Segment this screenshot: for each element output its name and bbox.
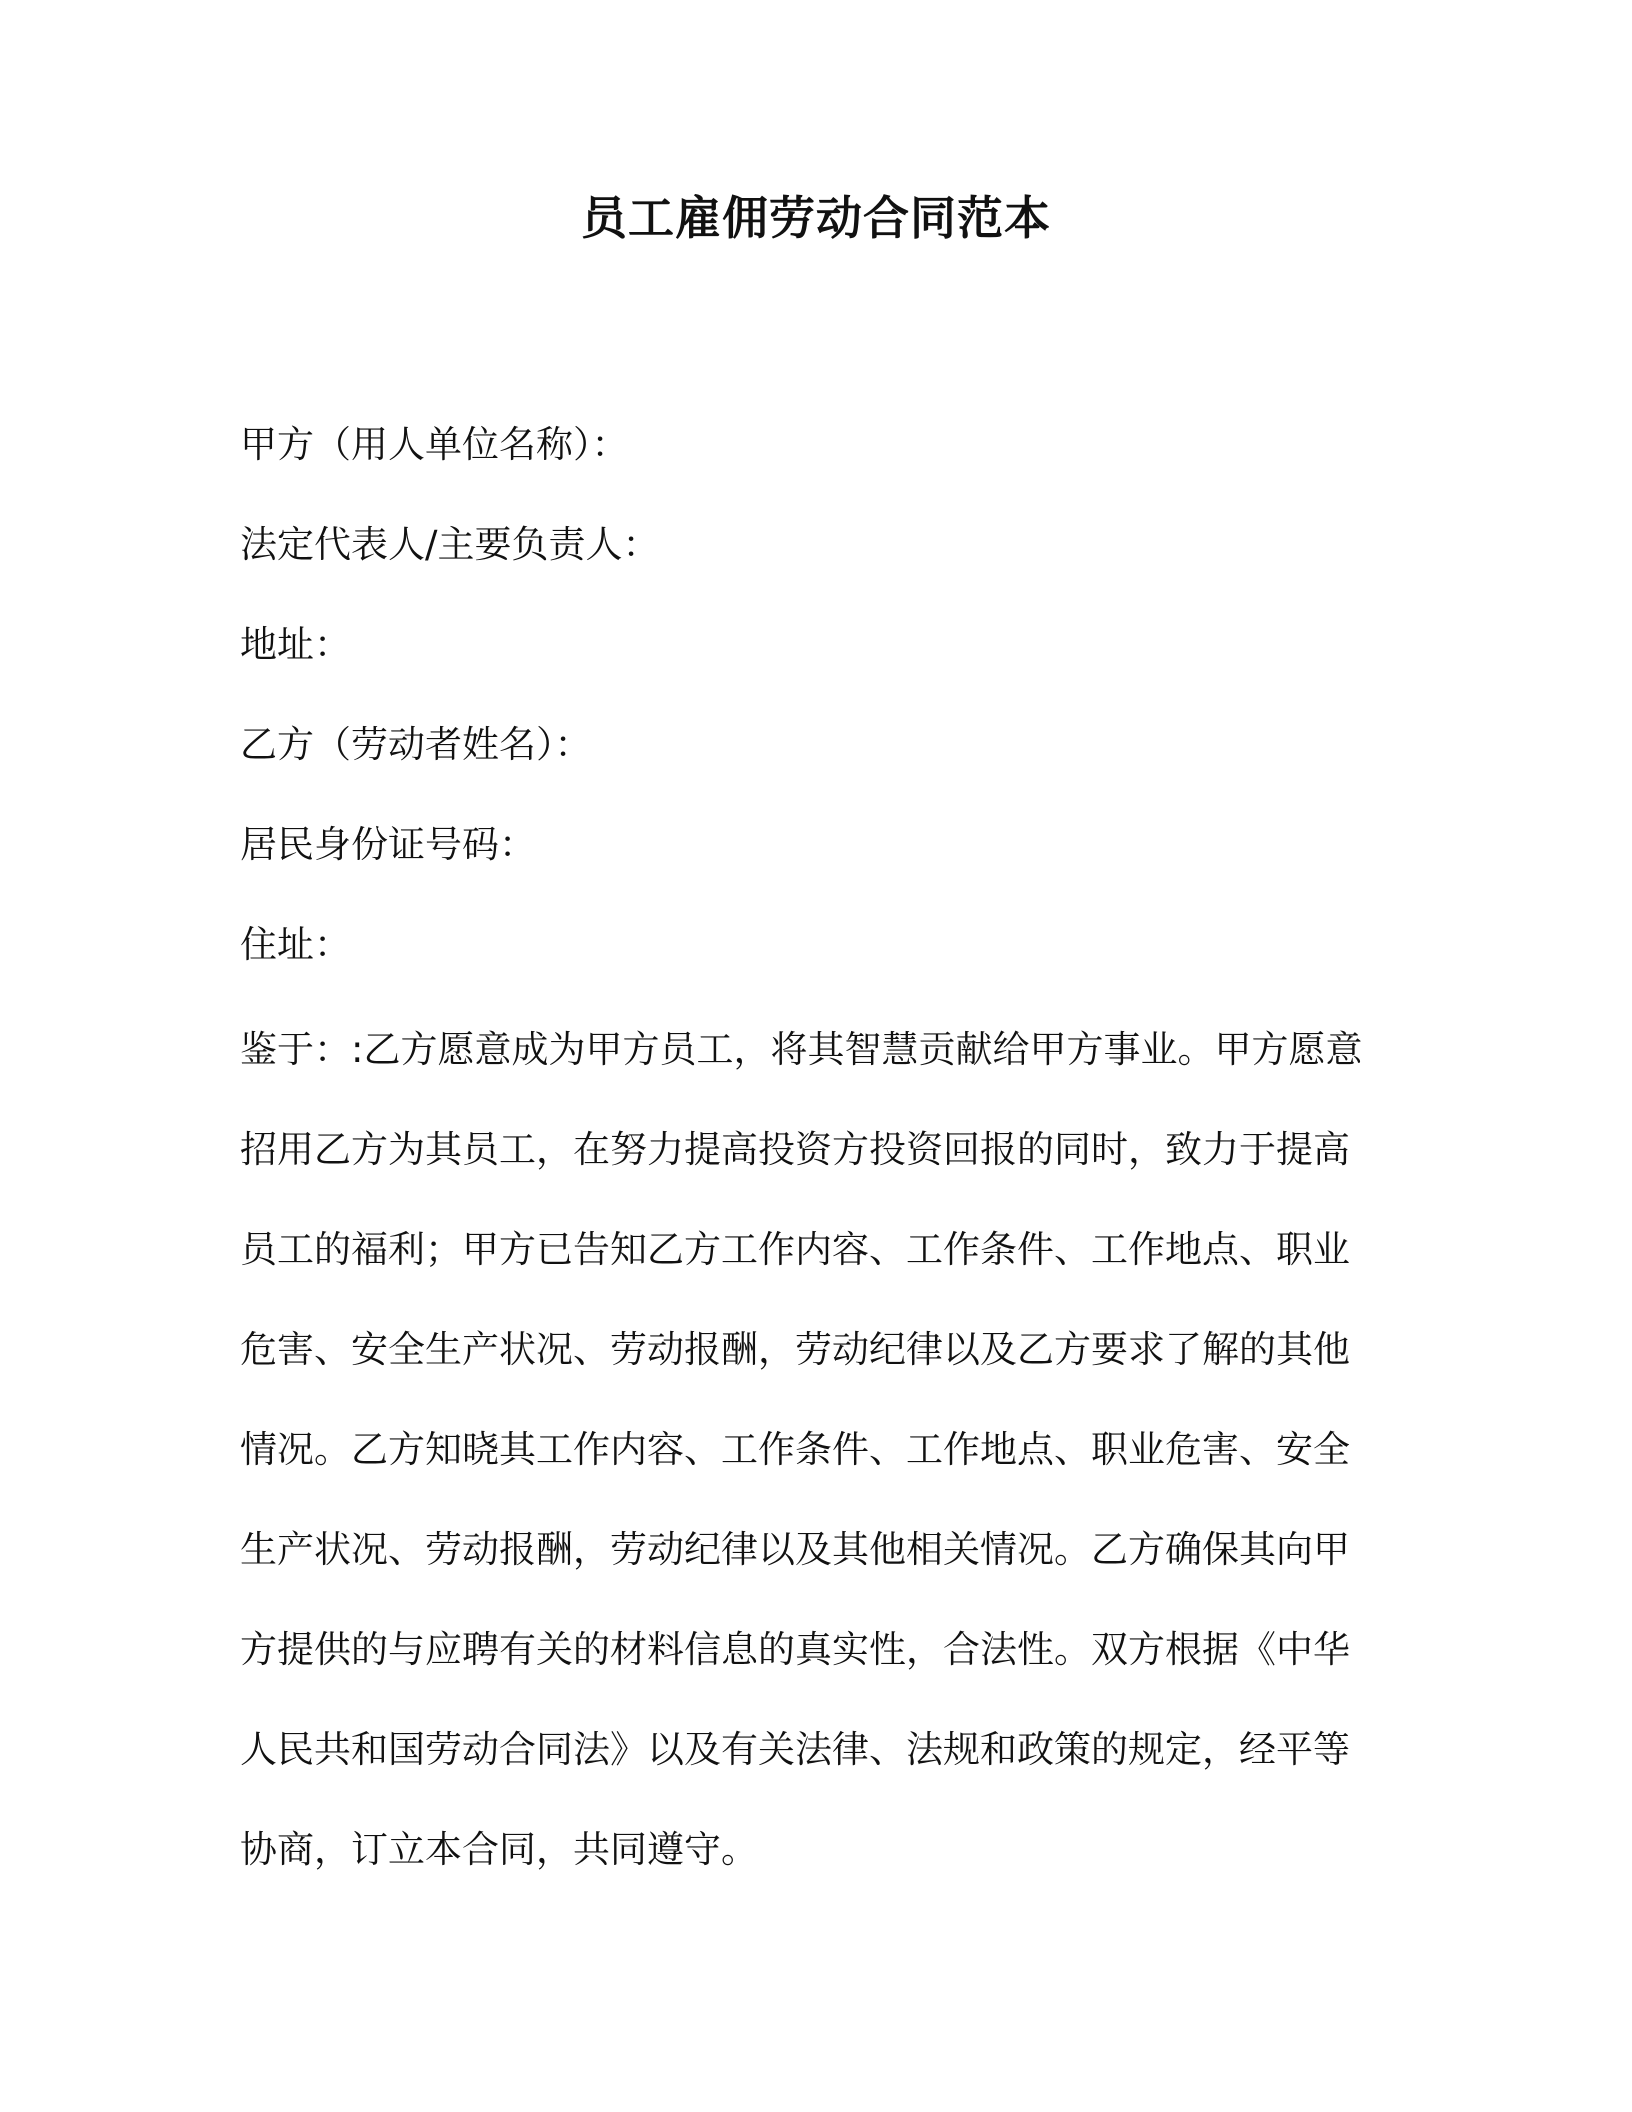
preamble-paragraph — [240, 1025, 1375, 1925]
preamble-line: 招用乙方为其员工，在努力提高投资方投资回报的同时，致力于提高 — [240, 1128, 1350, 1171]
preamble-line: 生产状况、劳动报酬，劳动纪律以及其他相关情况。乙方确保其向甲 — [240, 1528, 1350, 1571]
field-employer-address: 地址： — [240, 623, 351, 666]
field-legal-representative: 法定代表人/主要负责人： — [240, 523, 660, 566]
field-employee-address: 住址： — [240, 923, 351, 966]
preamble-line: 情况。乙方知晓其工作内容、工作条件、工作地点、职业危害、安全 — [240, 1428, 1350, 1471]
preamble-line: 人民共和国劳动合同法》以及有关法律、法规和政策的规定，经平等 — [240, 1728, 1350, 1771]
preamble-line: 鉴于：:乙方愿意成为甲方员工，将其智慧贡献给甲方事业。甲方愿意 — [240, 1028, 1363, 1071]
field-employee-name: 乙方（劳动者姓名）： — [240, 723, 592, 766]
field-id-number: 居民身份证号码： — [240, 823, 536, 866]
field-employer-name: 甲方（用人单位名称）： — [240, 423, 629, 466]
document-title: 员工雇佣劳动合同范本 — [581, 191, 1051, 245]
party-info-fields — [240, 420, 1380, 1020]
preamble-line: 危害、安全生产状况、劳动报酬，劳动纪律以及乙方要求了解的其他 — [240, 1328, 1350, 1371]
preamble-line: 协商，订立本合同，共同遵守。 — [240, 1828, 758, 1871]
preamble-line: 员工的福利；甲方已告知乙方工作内容、工作条件、工作地点、职业 — [240, 1228, 1350, 1271]
preamble-line: 方提供的与应聘有关的材料信息的真实性，合法性。双方根据《中华 — [240, 1628, 1350, 1671]
